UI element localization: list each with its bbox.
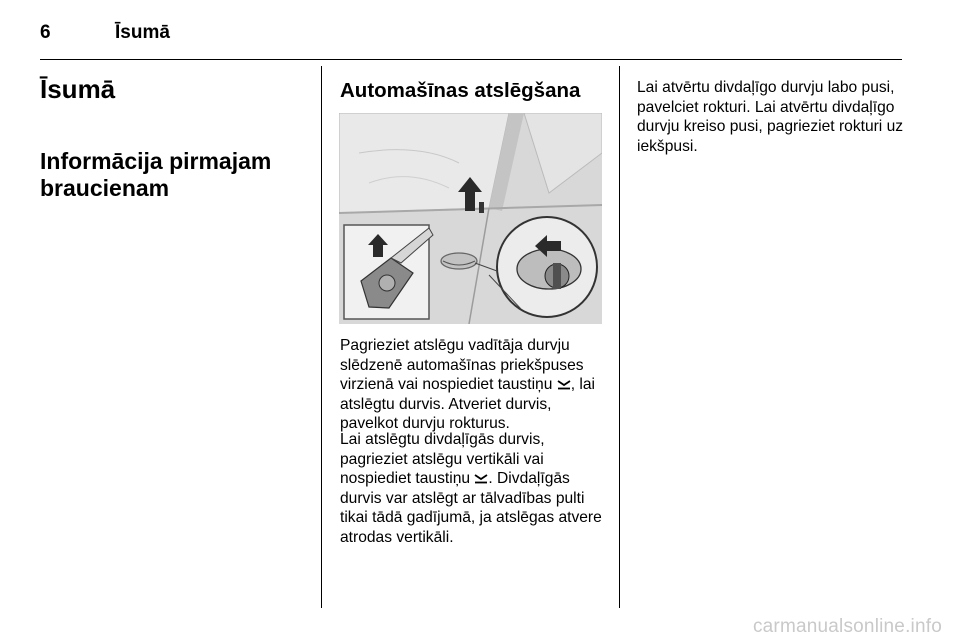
- section-title: Automašīnas atslēgšana: [340, 79, 581, 102]
- page-number: 6: [40, 22, 51, 43]
- running-title: Īsumā: [115, 22, 170, 43]
- split-door-open-paragraph: Lai atvērtu divdaļīgo durvju labo pusi, pavelciet rokturi. Lai atvērtu divdaļīgo durvju kreiso pusi, pagrieziet rokturi uz iekšpusi.: [637, 79, 904, 155]
- unlock-button-icon: [557, 379, 571, 390]
- door-illustration: [339, 113, 602, 324]
- split-door-instructions-paragraph: [340, 430, 608, 548]
- header-rule: [40, 59, 902, 60]
- unlock-button-icon: [474, 473, 488, 484]
- watermark: carmanualsonline.info: [752, 616, 942, 637]
- unlock-instructions-paragraph: [340, 336, 605, 434]
- paragraph1-text-end: , lai atslēgtu durvis. Atveriet durvis, pavelkot durvju rokturus.: [340, 376, 595, 433]
- chapter-title: Īsumā: [40, 74, 116, 104]
- column-divider-right: [619, 66, 620, 608]
- paragraph1-text-start: Pagrieziet atslēgu vadītāja durvju slēdzenē automašīnas priekšpuses virzienā vai nospiediet taustiņu: [340, 337, 584, 394]
- column-divider-left: [321, 66, 322, 608]
- chapter-subtitle: Informācija pirmajam braucienam: [40, 148, 272, 201]
- paragraph2-text-start: Lai atslēgtu divdaļīgās durvis, pagrieziet atslēgu vertikāli vai nospiediet taustiņu: [340, 431, 545, 488]
- paragraph2-text-end: . Divdaļīgās durvis var atslēgt ar tālvadības pulti tikai tādā gadījumā, ja atslēgas atvere atrodas vertikāli.: [340, 470, 602, 546]
